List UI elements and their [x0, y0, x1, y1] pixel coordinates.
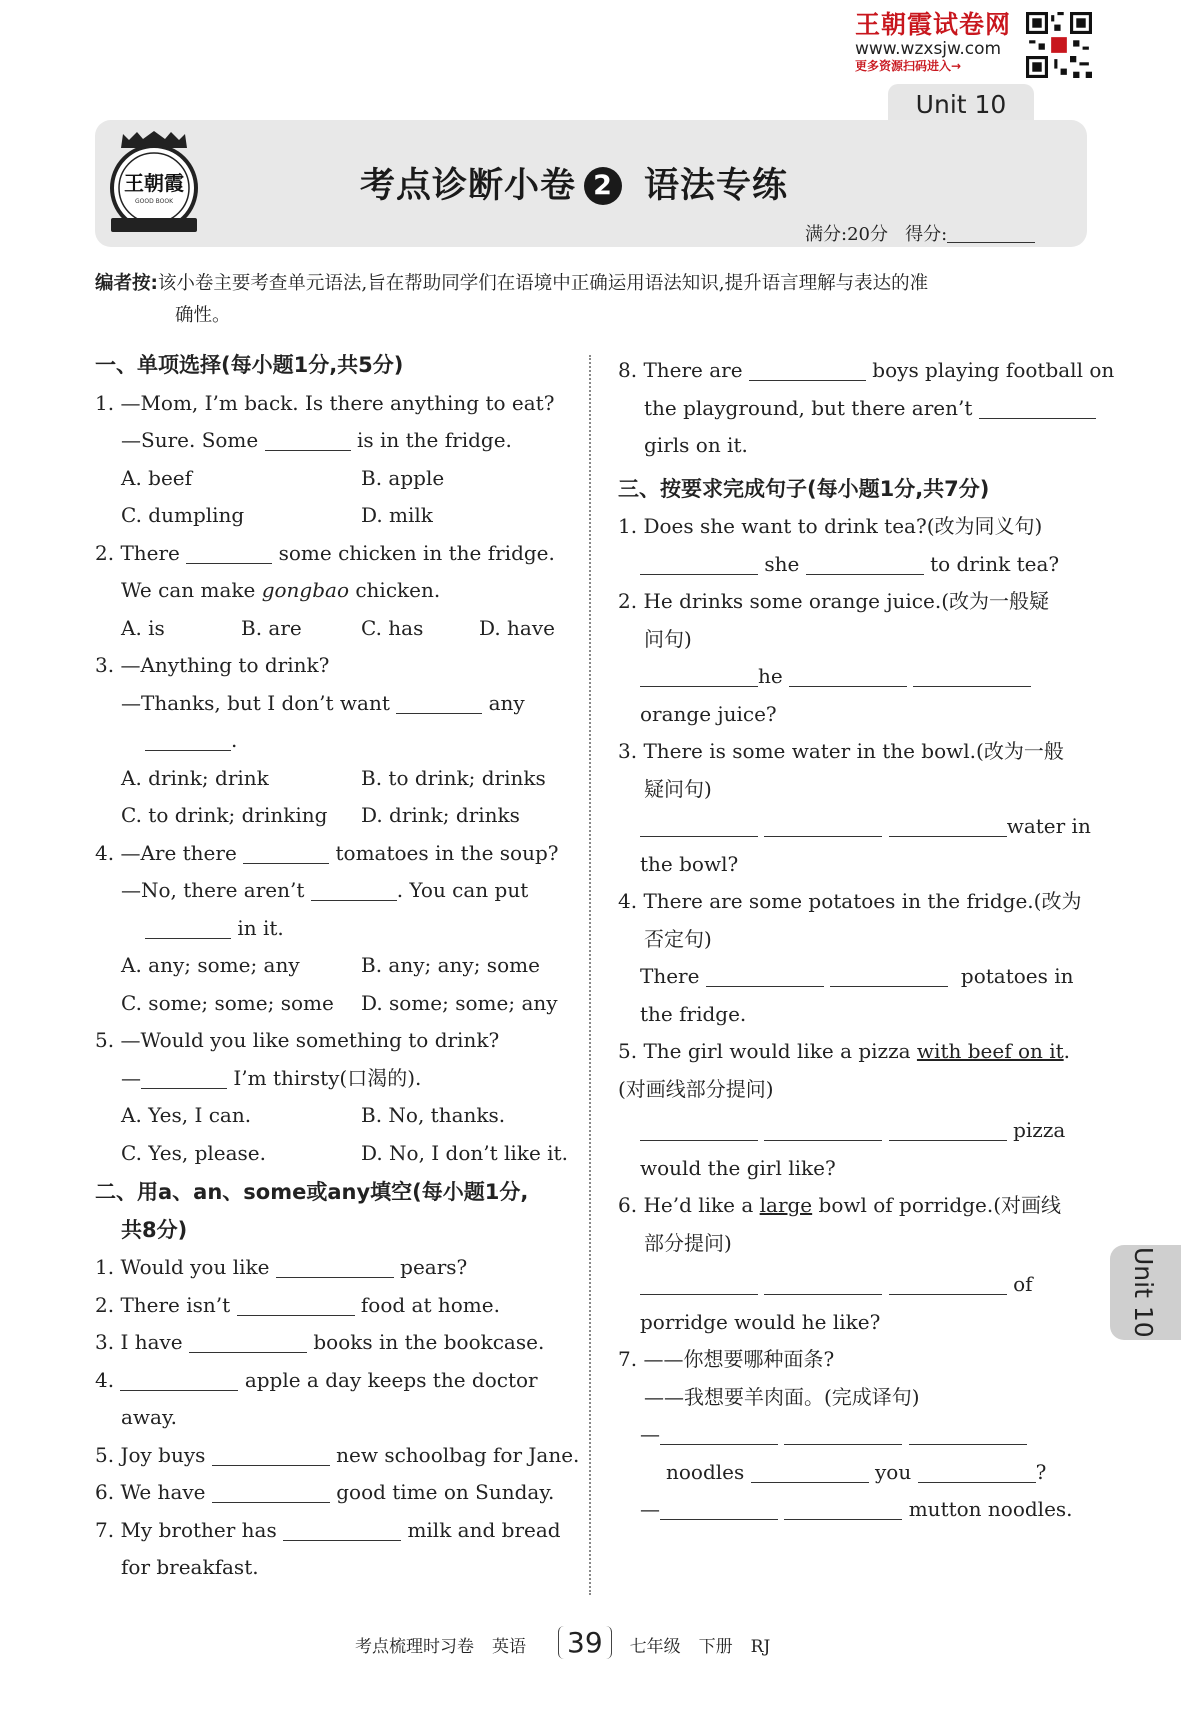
footer-book: 考点梳理时习卷	[355, 1637, 474, 1657]
blank[interactable]	[283, 1518, 401, 1541]
footer-edition: RJ	[750, 1637, 771, 1657]
blank[interactable]	[237, 1293, 355, 1316]
s3-q3-answer: water in	[618, 808, 1090, 846]
editor-note-line2: 确性。	[175, 305, 231, 326]
s1-q4-line3: in it.	[95, 910, 565, 948]
left-column	[95, 347, 580, 1587]
s3-q4-stem: 4. There are some potatoes in the fridge.(改为	[618, 889, 1082, 913]
s1-q4-stem: 4. —Are there tomatoes in the soup?	[95, 840, 559, 865]
blank[interactable]	[889, 1118, 1007, 1141]
blank[interactable]	[749, 358, 866, 381]
blank[interactable]	[889, 1272, 1007, 1295]
unit-tab: Unit 10	[888, 84, 1034, 124]
s1-q4-line2: —No, there aren’t . You can put	[121, 878, 529, 902]
s3-q6-stem2: 部分提问)	[644, 1230, 732, 1255]
s2-q7-line2: for breakfast.	[121, 1555, 259, 1579]
s3-q7-stem2: ——我想要羊肉面。(完成译句)	[644, 1384, 920, 1409]
page-title	[360, 158, 788, 208]
s1-q5-options-ab: A. Yes, I can. B. No, thanks.	[121, 1103, 506, 1127]
s1-q4-options-cd: C. some; some; some D. some; some; any	[121, 990, 558, 1015]
s1-q2-stem: 2. There some chicken in the fridge.	[95, 540, 555, 565]
s1-q1-stem: 1. —Mom, I’m back. Is there anything to eat?	[95, 390, 555, 415]
blank[interactable]	[764, 1118, 882, 1141]
right-column	[618, 352, 1115, 1529]
s2-q8: 8. There are boys playing football on	[618, 358, 1115, 382]
footer-subject: 英语	[492, 1637, 526, 1657]
s2-q5: 5. Joy buys new schoolbag for Jane.	[95, 1442, 580, 1467]
s1-q3-options-ab: A. drink; drink B. to drink; drinks	[121, 765, 546, 790]
s1-q2-options: A. is B. are C. has D. have	[121, 615, 555, 640]
s3-q5-answer2: would the girl like?	[640, 1155, 836, 1180]
blank[interactable]	[830, 964, 948, 987]
s3-q3-stem2: 疑问句)	[644, 776, 712, 801]
s3-q1-answer: she to drink tea?	[618, 546, 1090, 584]
editor-note-label: 编者按:	[95, 273, 158, 294]
s1-q3-options-cd: C. to drink; drinking D. drink; drinks	[121, 803, 520, 827]
wangzhaoxia-logo	[103, 130, 205, 242]
section2-heading-2: 共8分)	[121, 1217, 188, 1242]
blank[interactable]	[889, 814, 1007, 837]
blank[interactable]	[141, 1066, 227, 1089]
s1-q2-line2: We can make gongbao chicken.	[121, 578, 441, 602]
blank[interactable]	[640, 814, 758, 837]
s3-q4-answer2: the fridge.	[640, 1001, 747, 1026]
s3-q6-stem: 6. He’d like a large bowl of porridge.(对画线	[618, 1193, 1061, 1217]
brand-more: 更多资源扫码进入→	[855, 59, 962, 73]
s3-q2-answer2: orange juice?	[640, 701, 777, 726]
score-blank[interactable]	[947, 224, 1035, 243]
blank[interactable]	[640, 1272, 758, 1295]
brand-block	[855, 10, 1020, 74]
blank[interactable]	[764, 814, 882, 837]
s3-q3-stem: 3. There is some water in the bowl.(改为一般	[618, 739, 1064, 763]
blank[interactable]	[913, 664, 1031, 687]
s3-q5-stem2: (对画线部分提问)	[618, 1076, 774, 1101]
blank[interactable]	[979, 396, 1096, 419]
s3-q6-answer: of	[618, 1266, 1090, 1304]
blank[interactable]	[396, 691, 482, 714]
number-badge: 2	[584, 167, 622, 205]
blank[interactable]	[120, 1368, 238, 1391]
blank[interactable]	[243, 841, 329, 864]
s2-q6: 6. We have good time on Sunday.	[95, 1480, 555, 1504]
brand-url[interactable]: www.wzxsjw.com	[855, 39, 1002, 59]
blank[interactable]	[806, 552, 924, 575]
s3-q5-stem: 5. The girl would like a pizza with beef on it.	[618, 1039, 1071, 1063]
blank[interactable]	[311, 878, 397, 901]
s1-q5-options-cd: C. Yes, please. D. No, I don’t like it.	[121, 1140, 568, 1165]
s3-q4-answer: There potatoes in	[640, 964, 1074, 988]
s3-q2-stem2: 问句)	[644, 626, 692, 651]
s3-q7-stem: 7. ——你想要哪种面条?	[618, 1347, 835, 1371]
s3-q2-stem: 2. He drinks some orange juice.(改为一般疑	[618, 589, 1049, 613]
brand-name: 王朝霞试卷网	[855, 10, 1012, 39]
s2-q2: 2. There isn’t food at home.	[95, 1292, 500, 1317]
s1-q5-stem: 5. —Would you like something to drink?	[95, 1028, 500, 1052]
blank[interactable]	[212, 1480, 330, 1503]
qr-code-icon[interactable]	[1026, 12, 1092, 78]
blank[interactable]	[265, 428, 351, 451]
s1-q1-options-ab: A. beef B. apple	[121, 465, 445, 490]
score-label: 得分:	[905, 224, 948, 245]
s1-q3-line3: .	[95, 722, 565, 760]
blank[interactable]	[660, 1422, 778, 1445]
underlined-word: large	[759, 1193, 813, 1217]
s1-q3-stem: 3. —Anything to drink?	[95, 653, 330, 677]
title-subtitle: 语法专练	[644, 166, 789, 206]
s2-q8-line3: girls on it.	[644, 433, 748, 457]
full-score: 满分:20分	[805, 224, 888, 245]
section2-heading: 二、用a、an、some或any填空(每小题1分,	[95, 1180, 529, 1204]
score-line	[805, 220, 1035, 246]
underlined-phrase: with beef on it	[916, 1039, 1064, 1063]
blank[interactable]	[640, 664, 758, 687]
footer-volume: 下册	[698, 1637, 733, 1657]
s2-q4: 4. apple a day keeps the doctor	[95, 1367, 538, 1392]
blank[interactable]	[706, 964, 824, 987]
s2-q8-line2: the playground, but there aren’t	[618, 390, 1090, 428]
blank[interactable]	[640, 1118, 758, 1141]
editor-note	[95, 268, 1085, 332]
editor-note-line1: 该小卷主要考查单元语法,旨在帮助同学们在语境中正确运用语法知识,提升语言理解与表达的准	[157, 273, 929, 294]
blank[interactable]	[145, 916, 231, 939]
s2-q3: 3. I have books in the bookcase.	[95, 1330, 545, 1354]
s1-q3-line2: —Thanks, but I don’t want any	[121, 690, 525, 715]
s2-q7: 7. My brother has milk and bread	[95, 1517, 561, 1542]
s3-q7-answer2: noodles you ?	[666, 1459, 1047, 1484]
blank[interactable]	[276, 1255, 394, 1278]
blank[interactable]	[660, 1497, 778, 1520]
logo-text: 王朝霞	[124, 171, 184, 195]
s3-q5-answer: pizza	[618, 1112, 1090, 1150]
s3-q1-stem: 1. Does she want to drink tea?(改为同义句)	[618, 514, 1043, 538]
blank[interactable]	[784, 1497, 902, 1520]
s3-q4-stem2: 否定句)	[644, 926, 712, 951]
blank[interactable]	[909, 1422, 1027, 1445]
footer-grade: 七年级	[629, 1637, 681, 1657]
s1-q1-options-cd: C. dumpling D. milk	[121, 503, 433, 527]
column-divider	[589, 355, 591, 1595]
title-text: 考点诊断小卷	[360, 166, 577, 206]
page-number: 39	[558, 1626, 612, 1659]
blank[interactable]	[918, 1460, 1036, 1483]
side-unit-label: Unit 10	[1129, 1247, 1158, 1338]
s3-q7-answer3: — mutton noodles.	[640, 1497, 1073, 1521]
section1-heading: 一、单项选择(每小题1分,共5分)	[95, 353, 404, 377]
blank[interactable]	[764, 1272, 882, 1295]
s3-q6-answer2: porridge would he like?	[640, 1309, 881, 1334]
s1-q5-line2: — I’m thirsty(口渴的).	[121, 1065, 422, 1090]
s3-q2-answer: he	[618, 658, 1090, 696]
logo-caption: GOOD BOOK	[134, 198, 174, 205]
section3-heading: 三、按要求完成句子(每小题1分,共7分)	[618, 476, 990, 501]
s2-q1: 1. Would you like pears?	[95, 1255, 468, 1279]
s1-q4-options-ab: A. any; some; any B. any; any; some	[121, 953, 540, 977]
blank[interactable]	[189, 1330, 307, 1353]
s1-q1-line2: —Sure. Some is in the fridge.	[121, 428, 512, 452]
blank[interactable]	[751, 1460, 869, 1483]
blank[interactable]	[784, 1422, 902, 1445]
blank[interactable]	[186, 541, 272, 564]
blank[interactable]	[640, 552, 758, 575]
s3-q3-answer2: the bowl?	[640, 851, 739, 876]
blank[interactable]	[789, 664, 907, 687]
blank[interactable]	[212, 1443, 330, 1466]
blank[interactable]	[145, 728, 231, 751]
s2-q4-line2: away.	[121, 1405, 177, 1429]
footer	[355, 1626, 915, 1659]
s3-q7-answer1: —	[618, 1416, 1090, 1454]
